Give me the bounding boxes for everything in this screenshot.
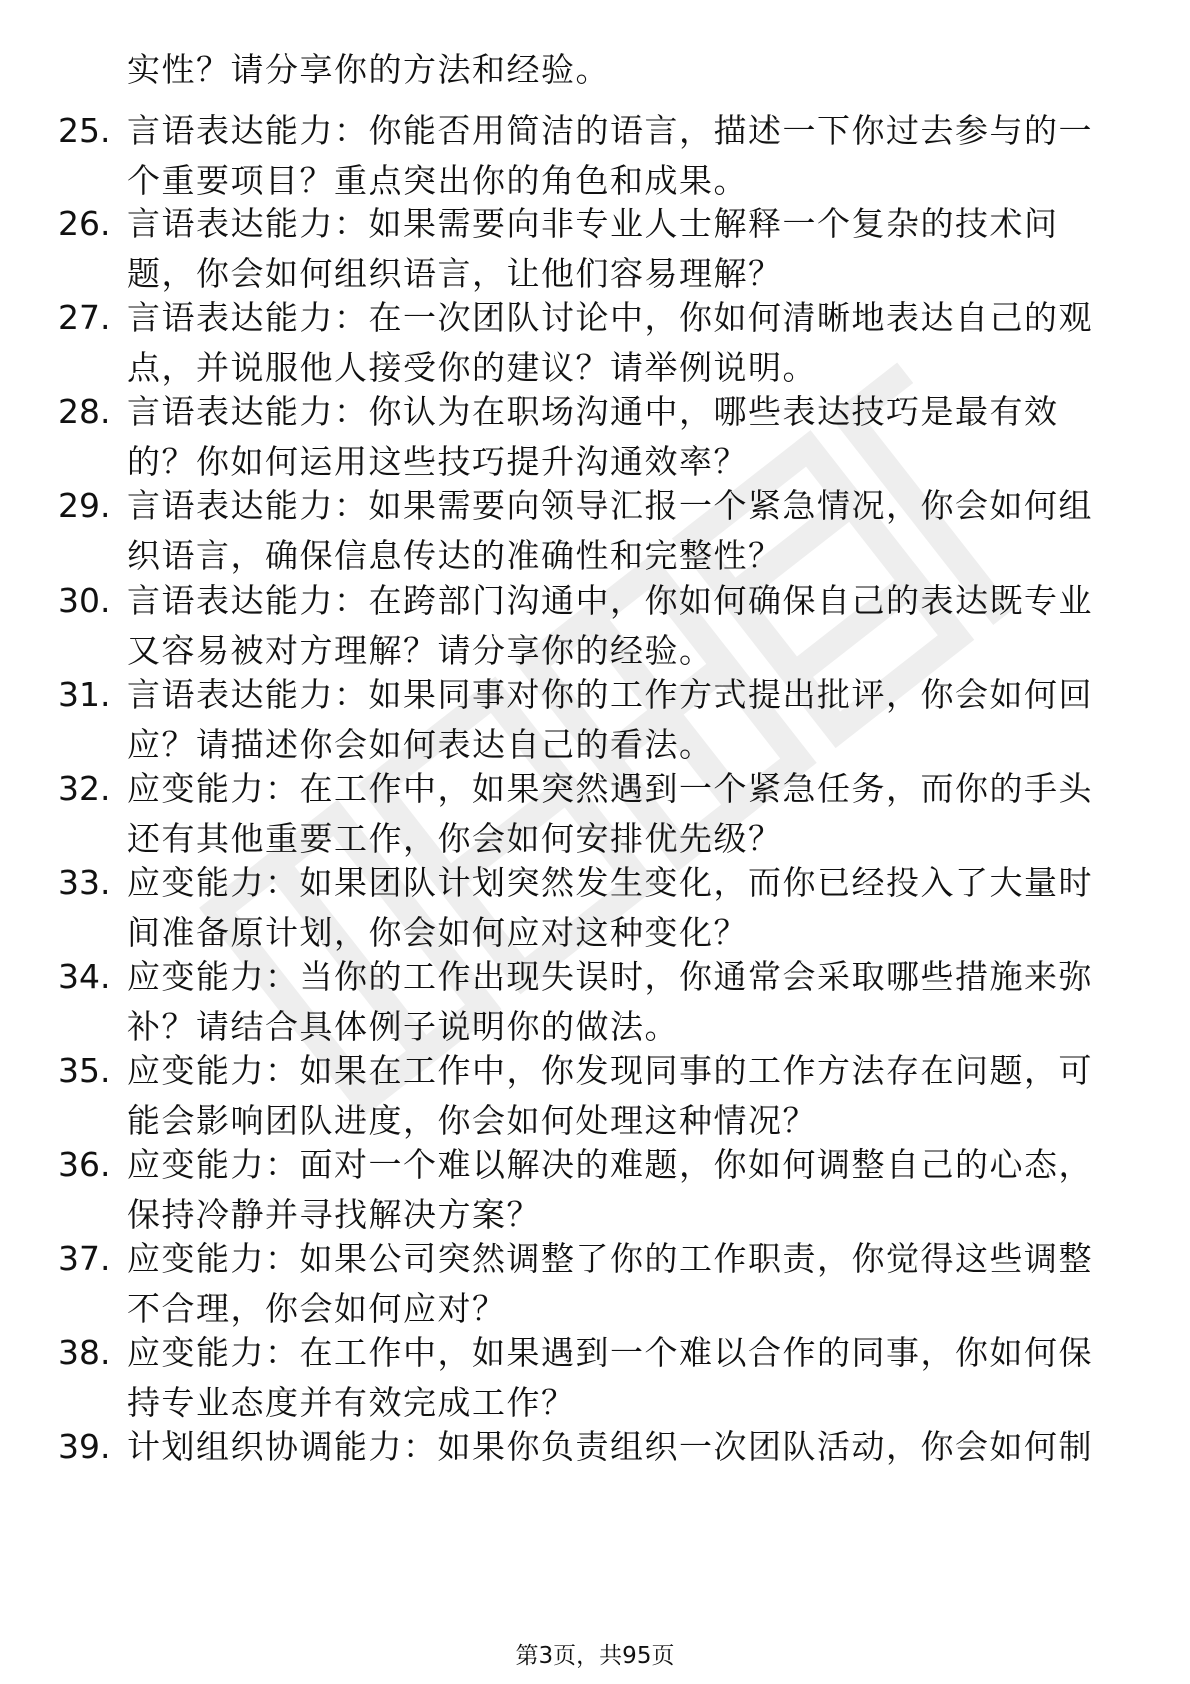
- item-number: 34.: [58, 957, 111, 996]
- item-number: 28.: [58, 392, 111, 431]
- item-number: 33.: [58, 863, 111, 902]
- item-text: 应变能力：在工作中，如果突然遇到一个紧急任务，而你的手头还有其他重要工作，你会如何安排优先级？: [127, 769, 1093, 858]
- item-number: 38.: [58, 1333, 111, 1372]
- item-text: 言语表达能力：如果需要向非专业人士解释一个复杂的技术问题，你会如何组织语言，让他们容易理解？: [127, 204, 1059, 293]
- continuation-line: 实性？请分享你的方法和经验。: [127, 50, 610, 89]
- item-number: 39.: [58, 1427, 111, 1466]
- item-number: 27.: [58, 298, 111, 337]
- list-item: [0, 481, 1107, 581]
- item-text: 言语表达能力：如果需要向领导汇报一个紧急情况，你会如何组织语言，确保信息传达的准确性和完整性？: [127, 486, 1093, 575]
- list-item: [0, 764, 1107, 864]
- list-item: [0, 199, 1107, 299]
- list-item: [0, 1422, 1107, 1472]
- list-item: [0, 1234, 1107, 1334]
- item-text: 应变能力：如果团队计划突然发生变化，而你已经投入了大量时间准备原计划，你会如何应对这种变化？: [127, 863, 1093, 952]
- item-text: 应变能力：如果在工作中，你发现同事的工作方法存在问题，可能会影响团队进度，你会如何处理这种情况？: [127, 1051, 1093, 1140]
- item-number: 31.: [58, 675, 111, 714]
- item-text: 言语表达能力：在跨部门沟通中，你如何确保自己的表达既专业又容易被对方理解？请分享你的经验。: [127, 581, 1093, 670]
- item-number: 32.: [58, 769, 111, 808]
- item-text: 计划组织协调能力：如果你负责组织一次团队活动，你会如何制: [127, 1427, 1093, 1466]
- list-item: [0, 387, 1107, 487]
- list-item: [0, 1140, 1107, 1240]
- item-number: 37.: [58, 1239, 111, 1278]
- list-item: [0, 576, 1107, 676]
- list-item: [0, 293, 1107, 393]
- list-item: [0, 858, 1107, 958]
- item-text: 言语表达能力：你能否用简洁的语言，描述一下你过去参与的一个重要项目？重点突出你的角色和成果。: [127, 111, 1093, 200]
- item-text: 应变能力：当你的工作出现失误时，你通常会采取哪些措施来弥补？请结合具体例子说明你的做法。: [127, 957, 1093, 1046]
- list-item: [0, 1046, 1107, 1146]
- page-number-footer: 第3页，共95页: [515, 1643, 675, 1669]
- item-text: 应变能力：在工作中，如果遇到一个难以合作的同事，你如何保持专业态度并有效完成工作？: [127, 1333, 1093, 1422]
- list-item: [0, 1328, 1107, 1428]
- list-item: [0, 670, 1107, 770]
- item-number: 36.: [58, 1145, 111, 1184]
- item-number: 26.: [58, 204, 111, 243]
- item-text: 言语表达能力：在一次团队讨论中，你如何清晰地表达自己的观点，并说服他人接受你的建议？请举例说明。: [127, 298, 1093, 387]
- item-number: 35.: [58, 1051, 111, 1090]
- item-text: 言语表达能力：如果同事对你的工作方式提出批评，你会如何回应？请描述你会如何表达自己的看法。: [127, 675, 1093, 764]
- item-text: 言语表达能力：你认为在职场沟通中，哪些表达技巧是最有效的？你如何运用这些技巧提升沟通效率？: [127, 392, 1059, 481]
- item-text: 应变能力：面对一个难以解决的难题，你如何调整自己的心态，保持冷静并寻找解决方案？: [127, 1145, 1093, 1234]
- item-number: 30.: [58, 581, 111, 620]
- list-item: [0, 106, 1107, 206]
- item-number: 25.: [58, 111, 111, 150]
- item-number: 29.: [58, 486, 111, 525]
- item-text: 应变能力：如果公司突然调整了你的工作职责，你觉得这些调整不合理，你会如何应对？: [127, 1239, 1093, 1328]
- list-item: [0, 952, 1107, 1052]
